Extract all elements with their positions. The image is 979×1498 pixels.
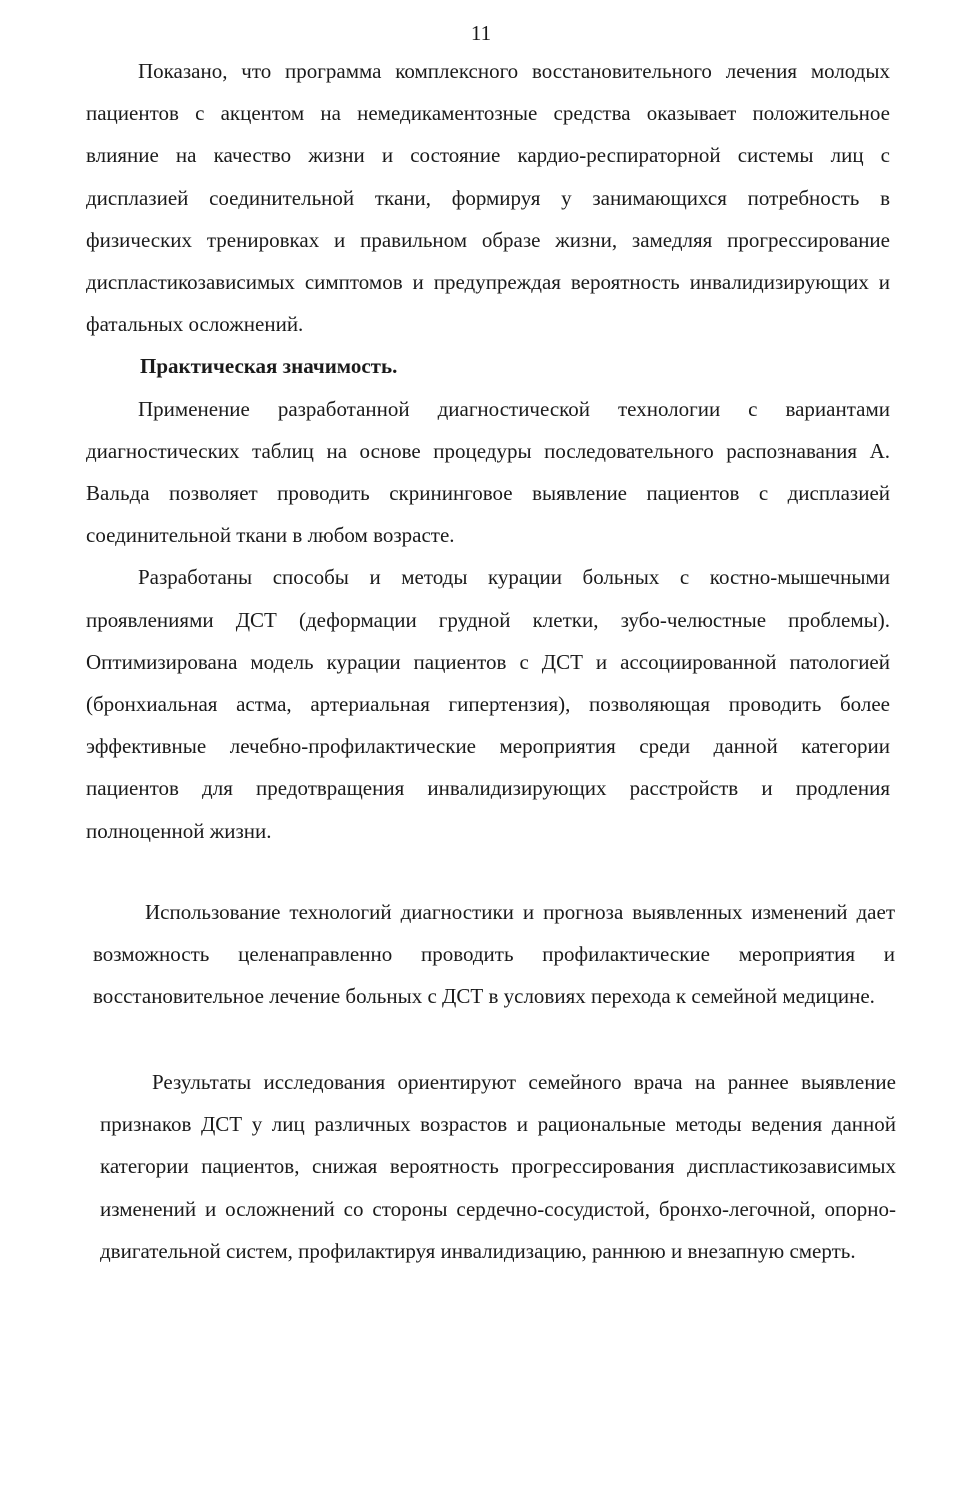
paragraph-prognosis-technologies: Использование технологий диагностики и прогноза выявленных изменений дает возможность целенаправленно проводить профилактические мероприятия и восстановительное лечение больных с ДСТ в условиях перехода к семейной медицине.	[93, 900, 895, 1009]
body-text-middle	[93, 891, 895, 1018]
paragraph-curation-methods: Разработаны способы и методы курации больных с костно-мышечными проявлениями ДСТ (деформации грудной клетки, зубо-челюстные проблемы). Оптимизирована модель курации пациентов с ДСТ и ассоциированной патологией (бронхиальная астма, артериальная гипертензия), позволяющая проводить более эффективные лечебно-профилактические мероприятия среди данной категории пациентов для предотвращения инвалидизирующих расстройств и продления полноценной жизни.	[86, 565, 890, 843]
paragraph-results-summary: Показано, что программа комплексного восстановительного лечения молодых пациентов с акцентом на немедикаментозные средства оказывает положительное влияние на качество жизни и состояние кардио-респираторной системы лиц с дисплазией соединительной ткани, формируя у занимающихся потребность в физических тренировках и правильном образе жизни, замедляя прогрессирование диспластикозависимых симптомов и предупреждая вероятность инвалидизирующих и фатальных осложнений.	[86, 59, 890, 337]
body-text-lower	[100, 1061, 896, 1272]
page-number: 11	[470, 21, 492, 45]
paragraph-diagnostic-technology: Применение разработанной диагностической технологии с вариантами диагностических таблиц на основе процедуры последовательного распознавания А. Вальда позволяет проводить скрининговое выявление пациентов с дисплазией соединительной ткани в любом возрасте.	[86, 396, 890, 548]
section-heading-practical-significance: Практическая значимость.	[140, 354, 398, 379]
paragraph-research-results: Результаты исследования ориентируют семейного врача на раннее выявление признаков ДСТ у лиц различных возрастов и рациональные методы ведения данной категории пациентов, снижая вероятность прогрессирования диспластикозависимых изменений и осложнений со стороны сердечно-сосудистой, бронхо-легочной, опорно-двигательной систем, профилактируя инвалидизацию, раннюю и внезапную смерть.	[100, 1070, 896, 1263]
body-text-upper	[86, 50, 890, 852]
